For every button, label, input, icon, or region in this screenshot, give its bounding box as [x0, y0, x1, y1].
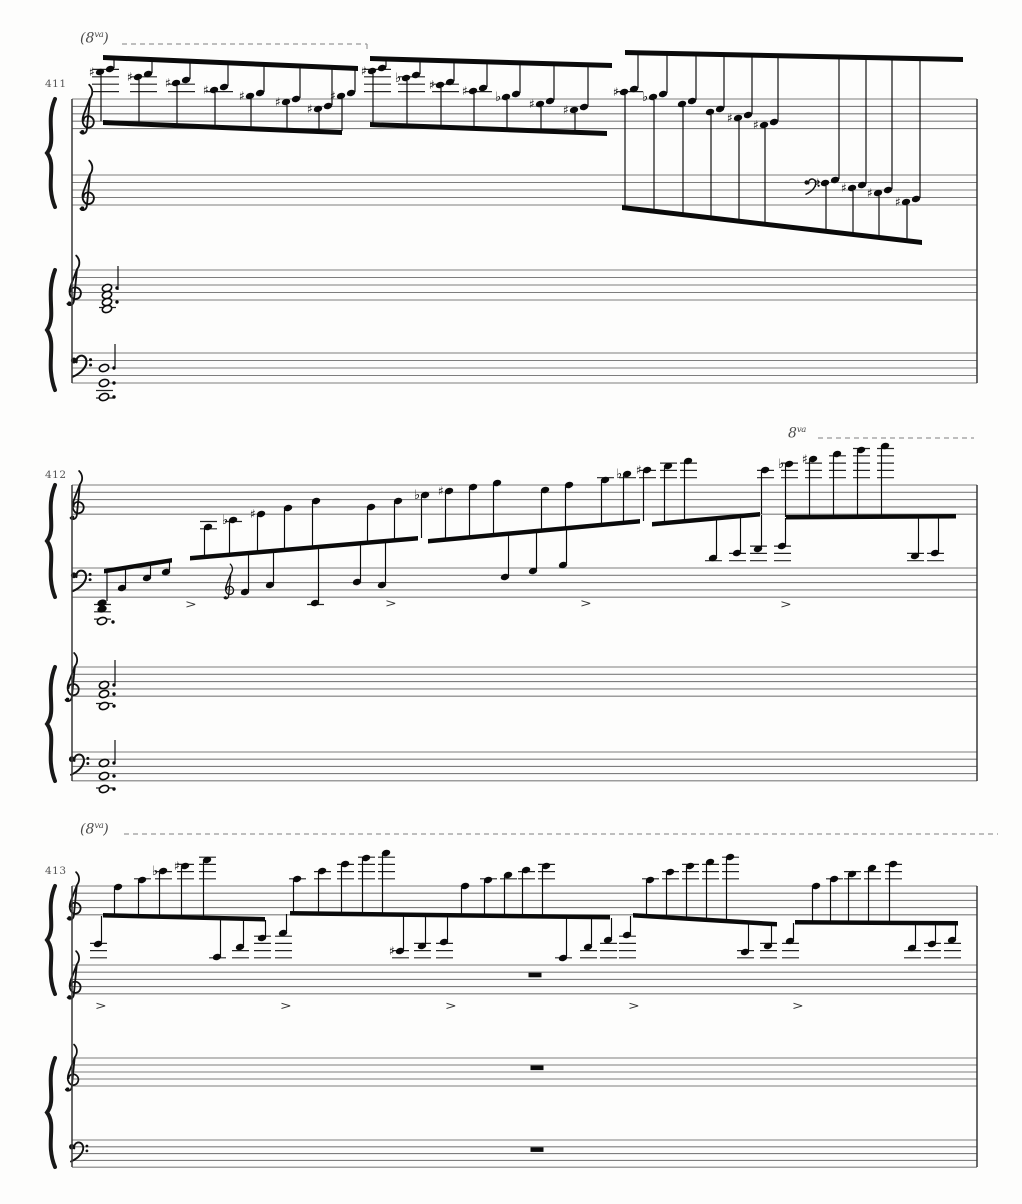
- sharp-icon: ♯: [330, 89, 336, 103]
- flat-icon: ♭: [778, 457, 785, 472]
- whole-rest: [531, 1147, 544, 1152]
- accent-mark: >: [780, 598, 792, 612]
- beams: [103, 911, 958, 927]
- accents: [280, 1000, 292, 1013]
- staff: [67, 256, 977, 306]
- measure-number: 411: [45, 78, 67, 90]
- sharp-icon: ♯: [563, 103, 569, 117]
- notehead: [98, 378, 109, 387]
- bass-clef: [71, 571, 92, 591]
- system-411: [47, 44, 977, 402]
- accents: [628, 1000, 640, 1013]
- notehead: [847, 184, 857, 193]
- notehead: [98, 771, 109, 780]
- staff: [71, 353, 977, 383]
- notehead: [569, 106, 579, 115]
- rest: [531, 1066, 544, 1071]
- augmentation-dot: [112, 683, 115, 686]
- accents: [780, 598, 792, 611]
- note-run: [89, 55, 358, 135]
- accent-mark: >: [385, 597, 397, 611]
- beam: [625, 50, 963, 62]
- sharp-icon: ♯: [250, 507, 256, 521]
- brace: [47, 1058, 55, 1167]
- sharp-icon: ♯: [389, 944, 395, 958]
- notehead: [468, 87, 478, 96]
- treble-clef: [224, 564, 233, 599]
- brace: [47, 667, 55, 781]
- notehead: [705, 108, 715, 117]
- notehead: [367, 67, 377, 76]
- treble-clef: [80, 85, 93, 134]
- notehead: [171, 79, 181, 88]
- treble-clef: [80, 161, 94, 211]
- treble-clef: [68, 872, 81, 920]
- sharp-icon: ♯: [275, 95, 281, 109]
- accents: [185, 598, 197, 611]
- augmentation-dot: [112, 366, 115, 369]
- accents: [580, 597, 592, 610]
- augmentation-dot: [112, 704, 115, 707]
- beam: [290, 911, 610, 920]
- sharp-icon: ♯: [174, 859, 180, 873]
- accents: [385, 597, 397, 610]
- notehead: [435, 81, 445, 90]
- ottava-marking: $(8^{va})$: [80, 30, 109, 47]
- augmentation-dot: [115, 286, 118, 289]
- note-run: [361, 56, 612, 136]
- beam: [370, 56, 612, 68]
- notehead: [98, 784, 109, 793]
- sharp-icon: ♯: [802, 452, 808, 466]
- notehead: [98, 392, 109, 401]
- augmentation-dot: [112, 761, 115, 764]
- ottava-line: [122, 44, 367, 52]
- ottava-marking: $(8^{va})$: [80, 821, 109, 838]
- accents: [792, 1000, 804, 1013]
- sharp-icon: ♯: [438, 484, 444, 498]
- sharp-icon: ♯: [636, 463, 642, 477]
- sharp-icon: ♯: [841, 181, 847, 195]
- flat-icon: ♭: [495, 90, 502, 105]
- augmentation-dot: [112, 381, 115, 384]
- brace: [47, 99, 55, 207]
- whole-rest: [531, 1066, 544, 1071]
- flat-icon: ♭: [642, 90, 649, 105]
- sharp-icon: ♯: [429, 78, 435, 92]
- beam: [103, 55, 358, 71]
- staff: [66, 653, 977, 701]
- notehead: [98, 363, 109, 372]
- flat-icon: ♭: [616, 467, 623, 482]
- sharp-icon: ♯: [89, 65, 95, 79]
- notehead: [98, 701, 109, 710]
- sharp-icon: ♯: [361, 64, 367, 78]
- augmentation-dot: [115, 300, 118, 303]
- notehead: [98, 689, 109, 698]
- notehead: [501, 93, 511, 102]
- accent-mark: >: [445, 999, 457, 1013]
- staff: [71, 564, 977, 599]
- sharp-icon: ♯: [753, 118, 759, 132]
- sharp-icon: ♯: [203, 83, 209, 97]
- brace: [47, 485, 55, 597]
- sharp-icon: ♯: [127, 70, 133, 84]
- brace: [47, 270, 55, 390]
- sharp-icon: ♯: [529, 97, 535, 111]
- staff: [68, 951, 977, 999]
- chord: [99, 266, 119, 314]
- flat-icon: ♭: [152, 864, 159, 879]
- notehead: [101, 304, 112, 313]
- sharp-icon: ♯: [613, 85, 619, 99]
- sharp-icon: ♯: [727, 111, 733, 125]
- rest: [531, 1147, 544, 1152]
- beam: [622, 205, 922, 245]
- accent-mark: >: [185, 598, 197, 612]
- measure-number: 412: [45, 469, 67, 481]
- bass-clef: [71, 356, 92, 377]
- sharp-icon: ♯: [239, 89, 245, 103]
- system-413: [47, 834, 998, 1167]
- treble-clef: [67, 256, 81, 306]
- whole-rest: [529, 973, 542, 978]
- sharp-icon: ♯: [814, 176, 820, 190]
- flat-icon: ♭: [414, 488, 421, 503]
- staff: [69, 1140, 977, 1167]
- sharp-icon: ♯: [895, 195, 901, 209]
- sharp-icon: ♯: [462, 84, 468, 98]
- note-run: [613, 50, 963, 245]
- accents: [95, 1000, 107, 1013]
- accent-mark: >: [580, 597, 592, 611]
- notehead: [648, 93, 658, 102]
- notehead: [677, 100, 687, 109]
- augmentation-dot: [112, 787, 115, 790]
- accent-mark: >: [95, 999, 107, 1013]
- beam: [190, 536, 418, 561]
- rest: [529, 973, 542, 978]
- brace: [47, 886, 55, 994]
- treble-clef: [68, 951, 81, 999]
- lower-note-run: [117, 515, 944, 607]
- flat-icon: ♭: [395, 71, 402, 86]
- beam: [786, 514, 956, 520]
- notehead: [535, 100, 545, 109]
- augmentation-dot: [111, 620, 114, 623]
- augmentation-dot: [112, 774, 115, 777]
- accent-mark: >: [280, 999, 292, 1013]
- flat-icon: ♭: [222, 513, 229, 528]
- notehead: [401, 74, 411, 83]
- chord: [96, 660, 116, 711]
- accent-mark: >: [628, 999, 640, 1013]
- staff: [66, 1045, 977, 1091]
- beam: [104, 558, 172, 574]
- sharp-icon: ♯: [867, 186, 873, 200]
- sharp-icon: ♯: [307, 102, 313, 116]
- measure-number: 413: [45, 865, 67, 877]
- notehead: [759, 121, 769, 130]
- system-412: [47, 438, 977, 794]
- beam: [795, 920, 958, 926]
- staff: [69, 752, 977, 781]
- augmentation-dot: [112, 692, 115, 695]
- notehead: [209, 86, 219, 95]
- ottava-marking: $8^{va}$: [788, 425, 806, 442]
- accents: [445, 1000, 457, 1013]
- accent-mark: >: [792, 999, 804, 1013]
- augmentation-dot: [112, 395, 115, 398]
- notehead: [619, 88, 629, 97]
- notehead: [820, 179, 830, 188]
- beam: [428, 519, 640, 544]
- notehead: [96, 616, 107, 625]
- notehead: [133, 73, 143, 82]
- sharp-icon: ♯: [165, 76, 171, 90]
